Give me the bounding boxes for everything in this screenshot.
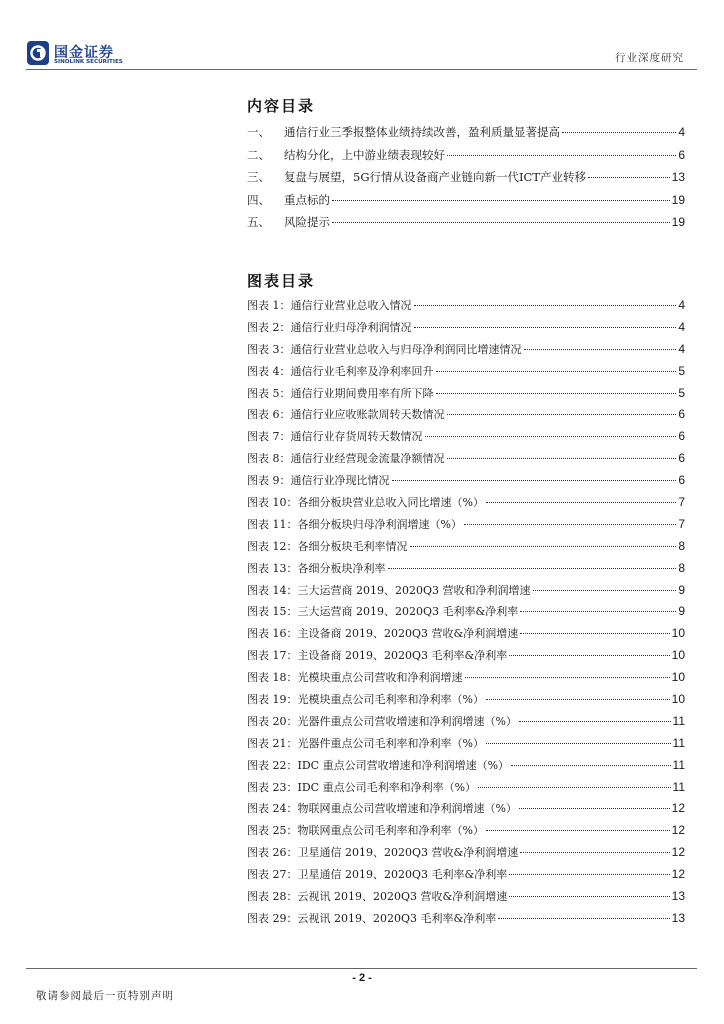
figure-entry[interactable]: [247, 844, 685, 866]
figure-entry[interactable]: [247, 428, 685, 450]
figure-entry[interactable]: [247, 713, 685, 735]
toc-entry[interactable]: [247, 147, 685, 170]
dot-leader: [519, 721, 671, 722]
figure-entry-text: 卫星通信 2019、2020Q3 营收&净利润增速: [297, 846, 519, 860]
figure-entry-page: 6: [678, 451, 685, 466]
figure-entry-label: 图表 9：: [247, 474, 291, 488]
figure-entry-text: 三大运营商 2019、2020Q3 营收和净利润增速: [297, 583, 531, 597]
figure-entry-page: 13: [671, 889, 685, 904]
figure-list: [247, 297, 685, 932]
figure-entry-text: 通信行业营业总收入情况: [290, 299, 412, 312]
figure-entry-page: 6: [678, 407, 685, 422]
figure-entry[interactable]: [247, 669, 685, 691]
toc-entry-text: 重点标的: [284, 192, 330, 207]
figure-entry-page: 5: [678, 363, 685, 378]
figure-entry-text: 云视讯 2019、2020Q3 营收&净利润增速: [297, 890, 508, 904]
figure-entry-label: 图表 14：: [247, 583, 298, 597]
dot-leader: [486, 830, 670, 831]
figure-entry[interactable]: [247, 538, 685, 560]
figure-entry-label: 图表 12：: [247, 539, 298, 553]
figure-entry-label: 图表 7：: [247, 430, 291, 444]
figure-entry-text: IDC 重点公司毛利率和净利率（%）: [297, 780, 477, 794]
figure-entry-label: 图表 11：: [247, 517, 298, 531]
dot-leader: [447, 414, 677, 415]
figure-entry-page: 7: [678, 495, 685, 510]
figure-entry-page: 4: [678, 319, 685, 334]
page-number: - 2 -: [352, 972, 372, 984]
dot-leader: [509, 896, 669, 897]
dot-leader: [414, 305, 677, 306]
dot-leader: [511, 765, 671, 766]
figure-entry-label: 图表 17：: [247, 649, 298, 663]
figure-entry-text: 通信行业期间费用率有所下降: [290, 386, 434, 400]
figure-entry-label: 图表 2：: [247, 320, 291, 334]
figure-entry[interactable]: [247, 910, 685, 932]
figure-entry-page: 10: [671, 648, 685, 663]
figure-entry-label: 图表 1：: [247, 299, 291, 312]
figure-entry-label: 图表 19：: [247, 693, 298, 707]
figure-entry-page: 12: [671, 845, 685, 860]
dot-leader: [509, 874, 669, 875]
figure-entry-page: 13: [671, 910, 685, 925]
figure-entry-text: 物联网重点公司营收增速和净利润增速（%）: [297, 802, 517, 816]
figure-entry-page: 6: [678, 429, 685, 444]
figure-entry-page: 12: [671, 823, 685, 838]
toc-title: 内容目录: [247, 97, 316, 115]
dot-leader: [436, 393, 677, 394]
dot-leader: [562, 132, 676, 133]
figure-entry-text: 各细分板块营业总收入同比增速（%）: [297, 496, 484, 510]
figure-entry-label: 图表 24：: [247, 802, 298, 816]
toc-entry[interactable]: [247, 214, 685, 237]
figure-entry-text: 通信行业毛利率及净利率回升: [290, 364, 434, 378]
dot-leader: [447, 458, 677, 459]
toc-entry-text: 通信行业三季报整体业绩持续改善，盈利质量显著提高: [284, 125, 560, 139]
figure-entry-page: 10: [671, 626, 685, 641]
dot-leader: [520, 852, 669, 853]
figure-entry-label: 图表 28：: [247, 890, 298, 904]
figure-entry-label: 图表 18：: [247, 671, 298, 685]
figure-entry-label: 图表 15：: [247, 605, 298, 619]
figure-entry[interactable]: [247, 385, 685, 407]
dot-leader: [478, 787, 671, 788]
figure-entry-text: 各细分板块归母净利润增速（%）: [297, 517, 462, 531]
figure-entry[interactable]: [247, 779, 685, 801]
figure-entry-label: 图表 29：: [247, 911, 298, 925]
figure-entry[interactable]: [247, 888, 685, 910]
toc-entry-page: 13: [671, 170, 685, 184]
figure-entry-text: 通信行业经营现金流量净额情况: [290, 452, 445, 466]
footer-divider: [26, 968, 697, 969]
figure-entry-page: 8: [678, 538, 685, 553]
dot-leader: [332, 222, 670, 223]
figure-entry-page: 11: [672, 779, 685, 794]
dot-leader: [465, 677, 670, 678]
dot-leader: [486, 743, 671, 744]
figure-entry-text: 各细分板块毛利率情况: [297, 539, 408, 553]
toc-entry-text: 风险提示: [284, 215, 330, 229]
figure-entry-text: 通信行业营业总收入与归母净利润同比增速情况: [290, 342, 522, 356]
figure-entry-page: 12: [671, 867, 685, 882]
dot-leader: [486, 502, 676, 503]
dot-leader: [414, 327, 677, 328]
figure-entry-label: 图表 13：: [247, 561, 298, 575]
figure-entry-page: 10: [671, 692, 685, 707]
figure-entry-text: 三大运营商 2019、2020Q3 毛利率&净利率: [297, 605, 519, 619]
figure-entry[interactable]: [247, 472, 685, 494]
figure-entry-text: IDC 重点公司营收增速和净利润增速（%）: [297, 758, 510, 772]
figure-entry-label: 图表 6：: [247, 408, 291, 422]
figure-entry[interactable]: [247, 582, 685, 604]
figure-entry-label: 图表 22：: [247, 758, 298, 772]
figure-entry-text: 光器件重点公司毛利率和净利率（%）: [297, 736, 484, 750]
figure-entry-page: 7: [678, 516, 685, 531]
figure-entry[interactable]: [247, 603, 685, 625]
toc-entry-number: 五、: [247, 215, 270, 229]
figure-entry-text: 通信行业归母净利润情况: [290, 320, 412, 334]
figure-entry-text: 卫星通信 2019、2020Q3 毛利率&净利率: [297, 868, 508, 882]
figure-entry-text: 主设备商 2019、2020Q3 营收&净利润增速: [297, 627, 519, 641]
dot-leader: [509, 655, 669, 656]
dot-leader: [533, 590, 677, 591]
logo-mark-icon: [26, 40, 50, 66]
report-type: 行业深度研究: [615, 52, 684, 64]
figure-entry-text: 光模块重点公司营收和净利润增速: [297, 671, 463, 685]
figure-entry[interactable]: [247, 363, 685, 385]
figure-entry-label: 图表 16：: [247, 627, 298, 641]
dot-leader: [388, 568, 677, 569]
dot-leader: [498, 918, 669, 919]
dot-leader: [332, 200, 670, 201]
toc-entry-number: 二、: [247, 147, 270, 162]
dot-leader: [425, 436, 677, 437]
toc-entry-page: 6: [678, 147, 685, 162]
figure-entry[interactable]: [247, 800, 685, 822]
toc-entry-page: 19: [671, 192, 685, 207]
figure-entry[interactable]: [247, 516, 685, 538]
logo-english-name: SINOLINK SECURITIES: [54, 59, 123, 65]
toc-entry-text: 结构分化，上中游业绩表现较好: [284, 147, 445, 162]
figure-entry-label: 图表 3：: [247, 342, 291, 356]
figure-entry[interactable]: [247, 406, 685, 428]
dot-leader: [520, 633, 669, 634]
figure-entry-label: 图表 25：: [247, 824, 298, 838]
figure-entry-label: 图表 21：: [247, 736, 298, 750]
figure-entry[interactable]: [247, 822, 685, 844]
figure-entry-page: 9: [678, 582, 685, 597]
figure-entry-page: 12: [671, 801, 685, 816]
figure-entry[interactable]: [247, 297, 685, 319]
dot-leader: [392, 480, 677, 481]
dot-leader: [519, 808, 670, 809]
figure-entry-text: 通信行业存货周转天数情况: [290, 430, 423, 444]
figure-entry-text: 光器件重点公司营收增速和净利润增速（%）: [297, 714, 517, 728]
toc-entry-page: 19: [671, 215, 685, 229]
figure-entry[interactable]: [247, 735, 685, 757]
page-header: [0, 0, 724, 72]
figure-entry-label: 图表 4：: [247, 364, 291, 378]
figure-entry-page: 10: [671, 670, 685, 685]
figure-entry-text: 通信行业净现比情况: [290, 474, 390, 488]
footer-disclaimer: 敬请参阅最后一页特别声明: [36, 990, 174, 1002]
figure-entry[interactable]: [247, 691, 685, 713]
dot-leader: [486, 699, 670, 700]
dot-leader: [588, 177, 670, 178]
toc-entry-text: 复盘与展望，5G行情从设备商产业链向新一代ICT产业转移: [284, 170, 587, 184]
dot-leader: [520, 611, 676, 612]
toc-entry-number: 三、: [247, 170, 270, 184]
figure-entry-page: 4: [678, 298, 685, 312]
dot-leader: [410, 546, 677, 547]
figure-entry[interactable]: [247, 625, 685, 647]
figure-entry[interactable]: [247, 866, 685, 888]
toc-entry-number: 四、: [247, 192, 270, 207]
figure-entry-label: 图表 20：: [247, 714, 298, 728]
toc-entry[interactable]: [247, 124, 685, 147]
figure-entry-text: 主设备商 2019、2020Q3 毛利率&净利率: [297, 649, 508, 663]
dot-leader: [524, 349, 677, 350]
figure-entry[interactable]: [247, 560, 685, 582]
logo-chinese-name: 国金证券: [54, 45, 114, 61]
figure-entry-label: 图表 23：: [247, 780, 298, 794]
figure-entry[interactable]: [247, 450, 685, 472]
figure-entry-label: 图表 5：: [247, 386, 291, 400]
toc-entry[interactable]: [247, 192, 685, 215]
figure-entry-page: 11: [672, 757, 685, 772]
figure-entry-text: 物联网重点公司毛利率和净利率（%）: [297, 824, 484, 838]
figure-entry-page: 9: [678, 604, 685, 619]
toc-entry[interactable]: [247, 169, 685, 192]
figure-entry-page: 5: [678, 385, 685, 400]
toc-entry-number: 一、: [247, 125, 270, 139]
figure-entry-label: 图表 27：: [247, 868, 298, 882]
dot-leader: [447, 155, 676, 156]
figure-list-title: 图表目录: [247, 272, 316, 290]
figure-entry[interactable]: [247, 341, 685, 363]
figure-entry-text: 各细分板块净利率: [297, 561, 386, 575]
figure-entry-page: 11: [672, 713, 685, 728]
toc-list: [247, 124, 685, 237]
figure-entry[interactable]: [247, 647, 685, 669]
figure-entry[interactable]: [247, 757, 685, 779]
figure-entry-page: 6: [678, 473, 685, 488]
figure-entry-text: 光模块重点公司毛利率和净利率（%）: [297, 693, 484, 707]
figure-entry-text: 通信行业应收账款周转天数情况: [290, 408, 445, 422]
figure-entry[interactable]: [247, 319, 685, 341]
header-divider: [26, 69, 697, 70]
figure-entry-label: 图表 26：: [247, 846, 298, 860]
sinolink-logo: [26, 40, 136, 70]
figure-entry-page: 8: [678, 560, 685, 575]
dot-leader: [464, 524, 676, 525]
figure-entry-label: 图表 8：: [247, 452, 291, 466]
figure-entry-text: 云视讯 2019、2020Q3 毛利率&净利率: [297, 911, 497, 925]
figure-entry-page: 4: [678, 341, 685, 356]
figure-entry-page: 11: [672, 735, 685, 750]
figure-entry[interactable]: [247, 494, 685, 516]
dot-leader: [436, 371, 677, 372]
figure-entry-label: 图表 10：: [247, 496, 298, 510]
toc-entry-page: 4: [678, 125, 685, 139]
